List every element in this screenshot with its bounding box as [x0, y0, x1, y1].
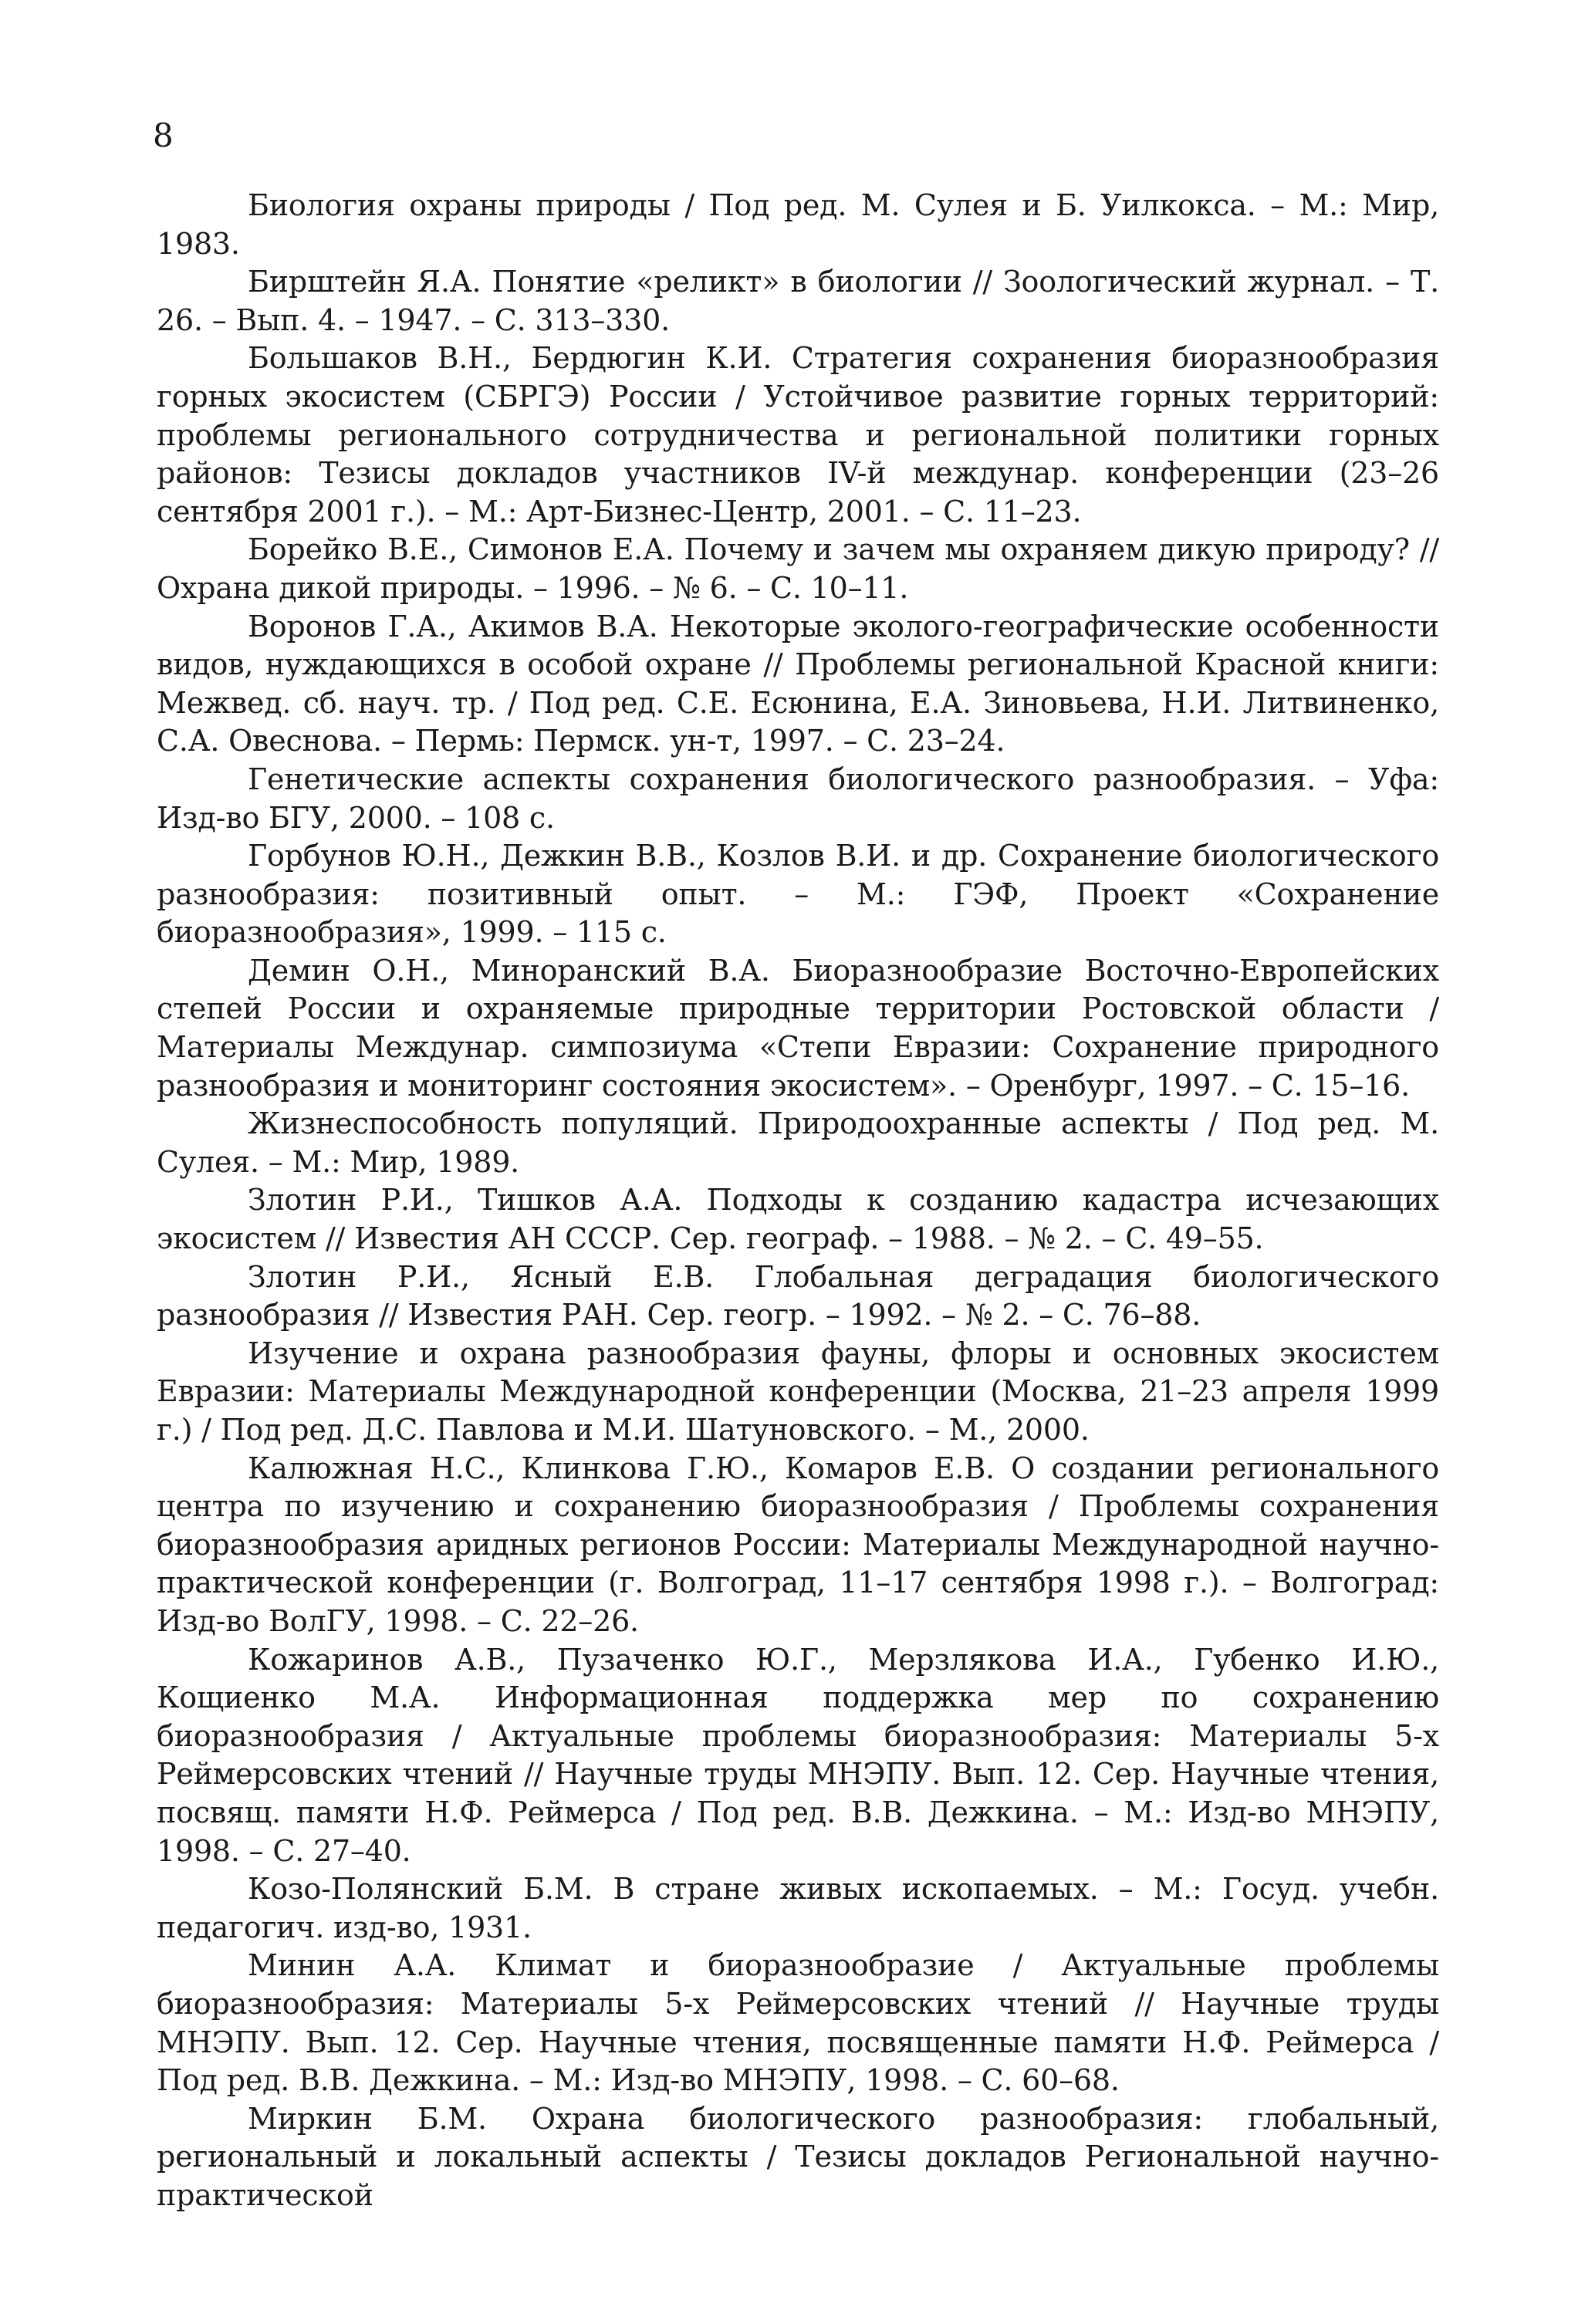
bibliography-entry: Кожаринов А.В., Пузаченко Ю.Г., Мерзлякова И.А., Губенко И.Ю., Кощиенко М.А. Информационная поддержка мер по сохранению биоразнообразия / Актуальные проблемы биоразнообразия: Материалы 5-х Реймерсовских чтений // Научные труды МНЭПУ. Вып. 12. Сер. Научные чтения, посвящ. памяти Н.Ф. Реймерса / Под ред. В.В. Дежкина. – М.: Изд-во МНЭПУ, 1998. – С. 27–40. [157, 1642, 1439, 1868]
bibliography-entry: Горбунов Ю.Н., Дежкин В.В., Козлов В.И. и др. Сохранение биологического разнообразия: позитивный опыт. – М.: ГЭФ, Проект «Сохранение биоразнообразия», 1999. – 115 с. [157, 839, 1439, 950]
bibliography-entry: Козо-Полянский Б.М. В стране живых ископаемых. – М.: Госуд. учебн. педагогич. изд-во, 1931. [157, 1872, 1439, 1944]
bibliography-entry: Калюжная Н.С., Клинкова Г.Ю., Комаров Е.В. О создании регионального центра по изучению и сохранению биоразнообразия / Проблемы сохранения биоразнообразия аридных регионов России: Материалы Международной научно-практической конференции (г. Волгоград, 11–17 сентября 1998 г.). – Волгоград: Изд-во ВолГУ, 1998. – С. 22–26. [157, 1451, 1439, 1638]
bibliography-entry: Злотин Р.И., Тишков А.А. Подходы к созданию кадастра исчезающих экосистем // Известия АН СССР. Сер. географ. – 1988. – № 2. – С. 49–55. [157, 1183, 1439, 1256]
bibliography-entry: Бирштейн Я.А. Понятие «реликт» в биологии // Зоологический журнал. – Т. 26. – Вып. 4. – 1947. – С. 313–330. [157, 265, 1439, 337]
bibliography-entry: Изучение и охрана разнообразия фауны, флоры и основных экосистем Евразии: Материалы Международной конференции (Москва, 21–23 апреля 1999 г.) / Под ред. Д.С. Павлова и М.И. Шатуновского. – М., 2000. [157, 1336, 1439, 1447]
bibliography-entry: Биология охраны природы / Под ред. М. Сулея и Б. Уилкокса. – М.: Мир, 1983. [157, 188, 1439, 261]
page-number: 8 [153, 117, 174, 154]
bibliography-list [157, 187, 1439, 2214]
bibliography-entry: Злотин Р.И., Ясный Е.В. Глобальная деградация биологического разнообразия // Известия РАН. Сер. геогр. – 1992. – № 2. – С. 76–88. [157, 1259, 1439, 1333]
bibliography-entry: Жизнеспособность популяций. Природоохранные аспекты / Под ред. М. Сулея. – М.: Мир, 1989. [157, 1106, 1439, 1179]
bibliography-entry: Миркин Б.М. Охрана биологического разнообразия: глобальный, региональный и локальный аспекты / Тезисы докладов Региональной научно-практической [157, 2101, 1439, 2212]
bibliography-entry: Минин А.А. Климат и биоразнообразие / Актуальные проблемы биоразнообразия: Материалы 5-х Реймерсовских чтений // Научные труды МНЭПУ. Вып. 12. Сер. Научные чтения, посвященные памяти Н.Ф. Реймерса / Под ред. В.В. Дежкина. – М.: Изд-во МНЭПУ, 1998. – С. 60–68. [157, 1948, 1439, 2098]
bibliography-entry: Большаков В.Н., Бердюгин К.И. Стратегия сохранения биоразнообразия горных экосистем (СБРГЭ) России / Устойчивое развитие горных территорий: проблемы регионального сотрудничества и региональной политики горных районов: Тезисы докладов участников IV-й междунар. конференции (23–26 сентября 2001 г.). – М.: Арт-Бизнес-Центр, 2001. – С. 11–23. [157, 341, 1439, 529]
bibliography-entry: Демин О.Н., Миноранский В.А. Биоразнообразие Восточно-Европейских степей России и охраняемые природные территории Ростовской области / Материалы Междунар. симпозиума «Степи Евразии: Сохранение природного разнообразия и мониторинг состояния экосистем». – Оренбург, 1997. – С. 15–16. [157, 953, 1439, 1103]
bibliography-entry: Генетические аспекты сохранения биологического разнообразия. – Уфа: Изд-во БГУ, 2000. – 108 с. [157, 762, 1439, 835]
bibliography-entry: Борейко В.Е., Симонов Е.А. Почему и зачем мы охраняем дикую природу? // Охрана дикой природы. – 1996. – № 6. – С. 10–11. [157, 532, 1439, 605]
bibliography-entry: Воронов Г.А., Акимов В.А. Некоторые эколого-географические особенности видов, нуждающихся в особой охране // Проблемы региональной Красной книги: Межвед. сб. науч. тр. / Под ред. С.Е. Есюнина, Е.А. Зиновьева, Н.И. Литвиненко, С.А. Овеснова. – Пермь: Пермск. ун-т, 1997. – С. 23–24. [157, 609, 1439, 758]
